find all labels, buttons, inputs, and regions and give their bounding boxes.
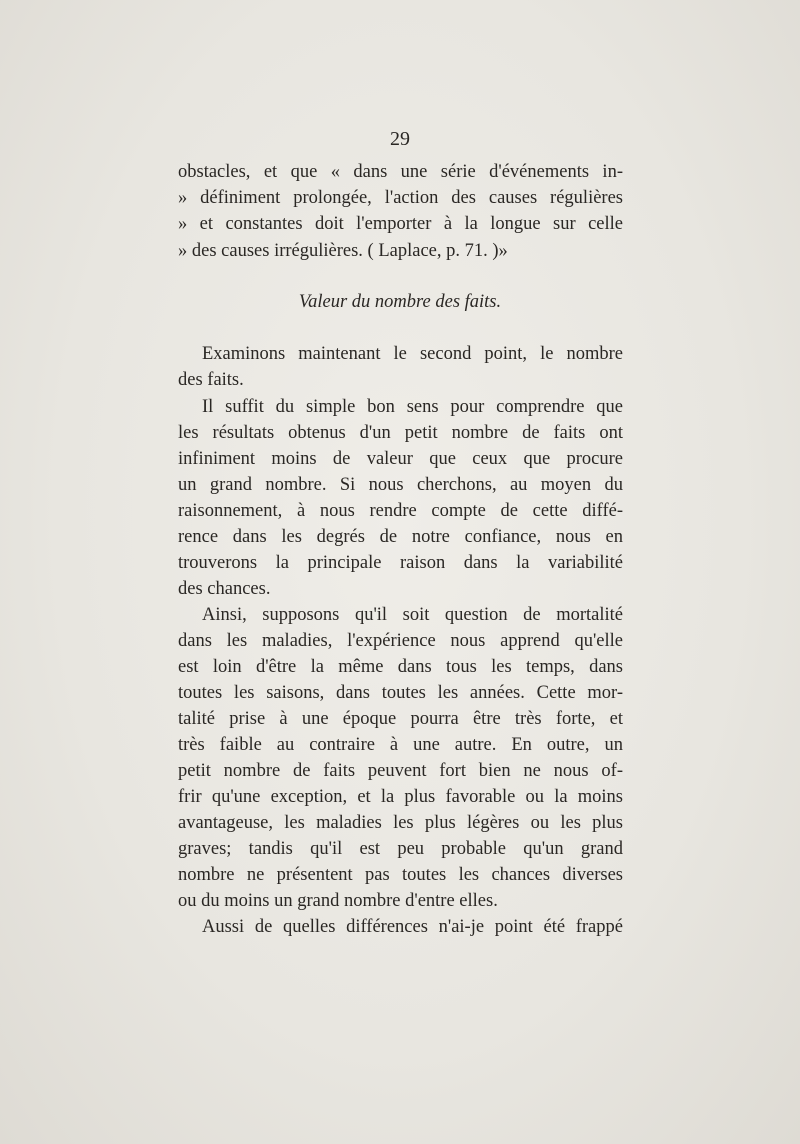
text-line: petit nombre de faits peuvent fort bien ne nous of- [178,761,623,781]
page-number: 29 [390,128,410,150]
text-line: nombre ne présentent pas toutes les chances diverses [178,865,623,885]
text-line: rence dans les degrés de notre confiance, nous en [178,527,623,547]
text-line: obstacles, et que « dans une série d'événements in- [178,162,623,182]
text-line: » des causes irrégulières. ( Laplace, p. 71. )» [178,241,508,261]
text-line: Ainsi, supposons qu'il soit question de mortalité [202,605,623,625]
text-line: un grand nombre. Si nous cherchons, au moyen du [178,475,623,495]
text-line: » et constantes doit l'emporter à la longue sur celle [178,214,623,234]
text-line: graves; tandis qu'il est peu probable qu'un grand [178,839,623,859]
section-heading: Valeur du nombre des faits. [298,292,502,312]
text-line: toutes les saisons, dans toutes les années. Cette mor- [178,683,623,703]
text-line: avantageuse, les maladies les plus légères ou les plus [178,813,623,833]
text-line: trouverons la principale raison dans la variabilité [178,553,623,573]
text-line: Examinons maintenant le second point, le nombre [202,344,623,364]
text-line: frir qu'une exception, et la plus favorable ou la moins [178,787,623,807]
text-line: des faits. [178,370,244,390]
text-line: raisonnement, à nous rendre compte de cette diffé- [178,501,623,521]
text-line: dans les maladies, l'expérience nous apprend qu'elle [178,631,623,651]
text-line: les résultats obtenus d'un petit nombre de faits ont [178,423,623,443]
text-line: talité prise à une époque pourra être très forte, et [178,709,623,729]
text-line: très faible au contraire à une autre. En outre, un [178,735,623,755]
text-line: Il suffit du simple bon sens pour comprendre que [202,397,623,417]
text-line: est loin d'être la même dans tous les temps, dans [178,657,623,677]
text-line: » définiment prolongée, l'action des causes régulières [178,188,623,208]
text-line: des chances. [178,579,271,599]
text-line: Aussi de quelles différences n'ai-je point été frappé [202,917,623,937]
text-line: infiniment moins de valeur que ceux que procure [178,449,623,469]
text-line: ou du moins un grand nombre d'entre elles. [178,891,498,911]
